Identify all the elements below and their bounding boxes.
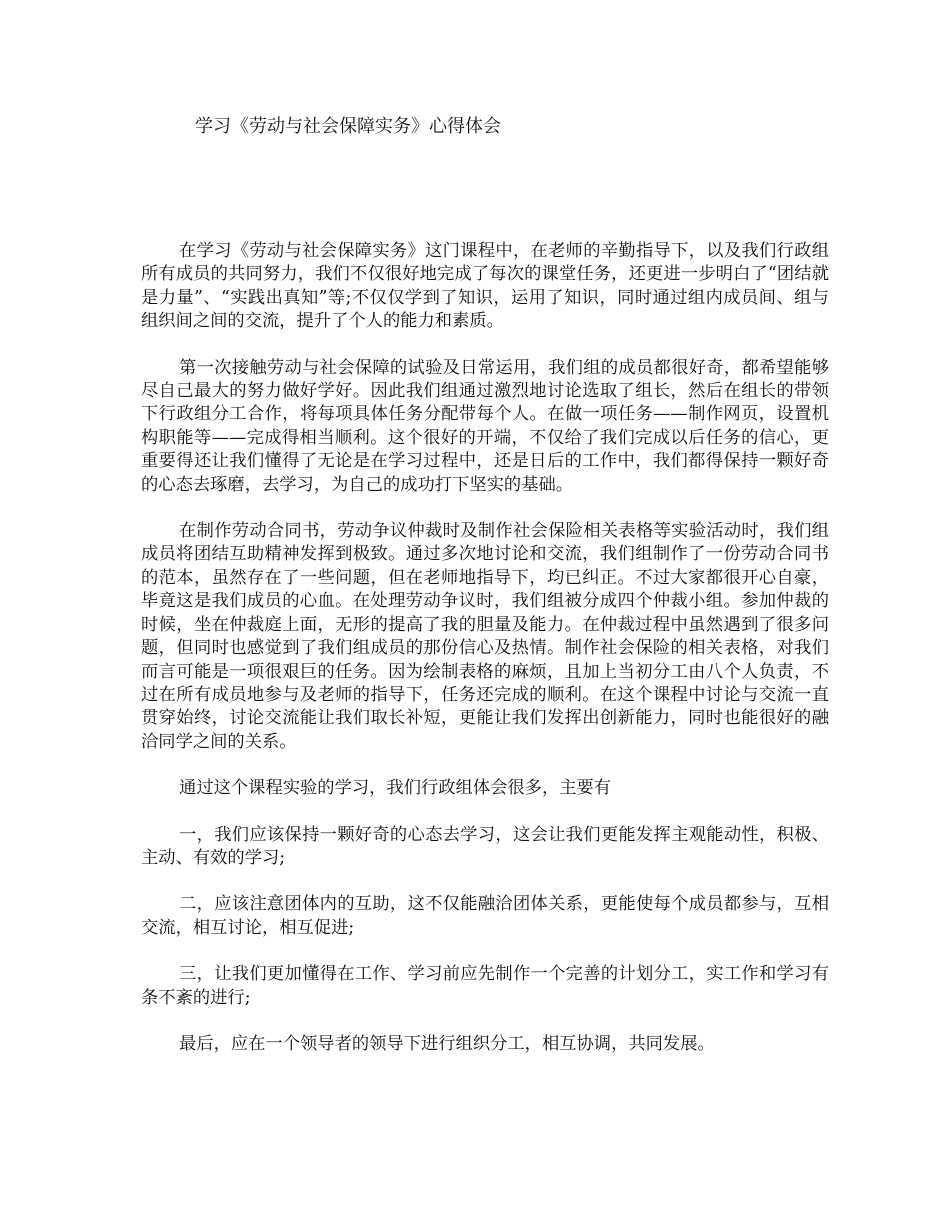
paragraph-first-contact: 第一次接触劳动与社会保障的试验及日常运用，我们组的成员都很好奇，都希望能够尽自己最大的努力做好学好。因此我们组通过激烈地讨论选取了组长，然后在组长的带领下行政组分工合作，将每项具体任务分配带每个人。在做一项任务——制作网页，设置机构职能等——完成得相当顺利。这个很好的开端，不仅给了我们完成以后任务的信心，更重要得还让我们懂得了无论是在学习过程中，还是日后的工作中，我们都得保持一颗好奇的心态去琢磨，去学习，为自己的成功打下坚实的基础。 [141,357,829,495]
paragraph-contract-making: 在制作劳动合同书，劳动争议仲裁时及制作社会保险相关表格等实验活动时，我们组成员将团结互助精神发挥到极致。通过多次地讨论和交流，我们组制作了一份劳动合同书的范本，虽然存在了一些问题，但在老师地指导下，均已纠正。不过大家都很开心自豪，毕竟这是我们成员的心血。在处理劳动争议时，我们组被分成四个仲裁小组。参加仲裁的时候，坐在仲裁庭上面，无形的提高了我的胆量及能力。在仲裁过程中虽然遇到了很多问题，但同时也感觉到了我们组成员的那份信心及热情。制作社会保险的相关表格，对我们而言可能是一项很艰巨的任务。因为绘制表格的麻烦，且加上当初分工由八个人负责，不过在所有成员地参与及老师的指导下，任务还完成的顺利。在这个课程中讨论与交流一直贯穿始终，讨论交流能让我们取长补短，更能让我们发挥出创新能力，同时也能很好的融洽同学之间的关系。 [141,521,829,752]
paragraph-intro: 在学习《劳动与社会保障实务》这门课程中，在老师的辛勤指导下，以及我们行政组所有成员的共同努力，我们不仅很好地完成了每次的课堂任务，还更进一步明白了“团结就是力量”、“实践出真知”等;不仅仅学到了知识，运用了知识，同时通过组内成员间、组与组织间之间的交流，提升了个人的能力和素质。 [141,241,829,332]
paragraph-point-three: 三，让我们更加懂得在工作、学习前应先制作一个完善的计划分工，实工作和学习有条不紊的进行; [141,964,829,1008]
paragraph-summary-intro: 通过这个课程实验的学习，我们行政组体会很多，主要有 [179,778,612,799]
document-title: 学习《劳动与社会保障实务》心得体会 [195,116,501,137]
paragraph-point-two: 二，应该注意团体内的互助，这不仅能融洽团体关系，更能使每个成员都参与，互相交流，相互讨论，相互促进; [141,894,829,938]
document-body [141,240,829,1079]
paragraph-point-one: 一，我们应该保持一颗好奇的心态去学习，这会让我们更能发挥主观能动性，积极、主动、有效的学习; [141,824,829,868]
paragraph-conclusion: 最后，应在一个领导者的领导下进行组织分工，相互协调，共同发展。 [179,1033,715,1054]
